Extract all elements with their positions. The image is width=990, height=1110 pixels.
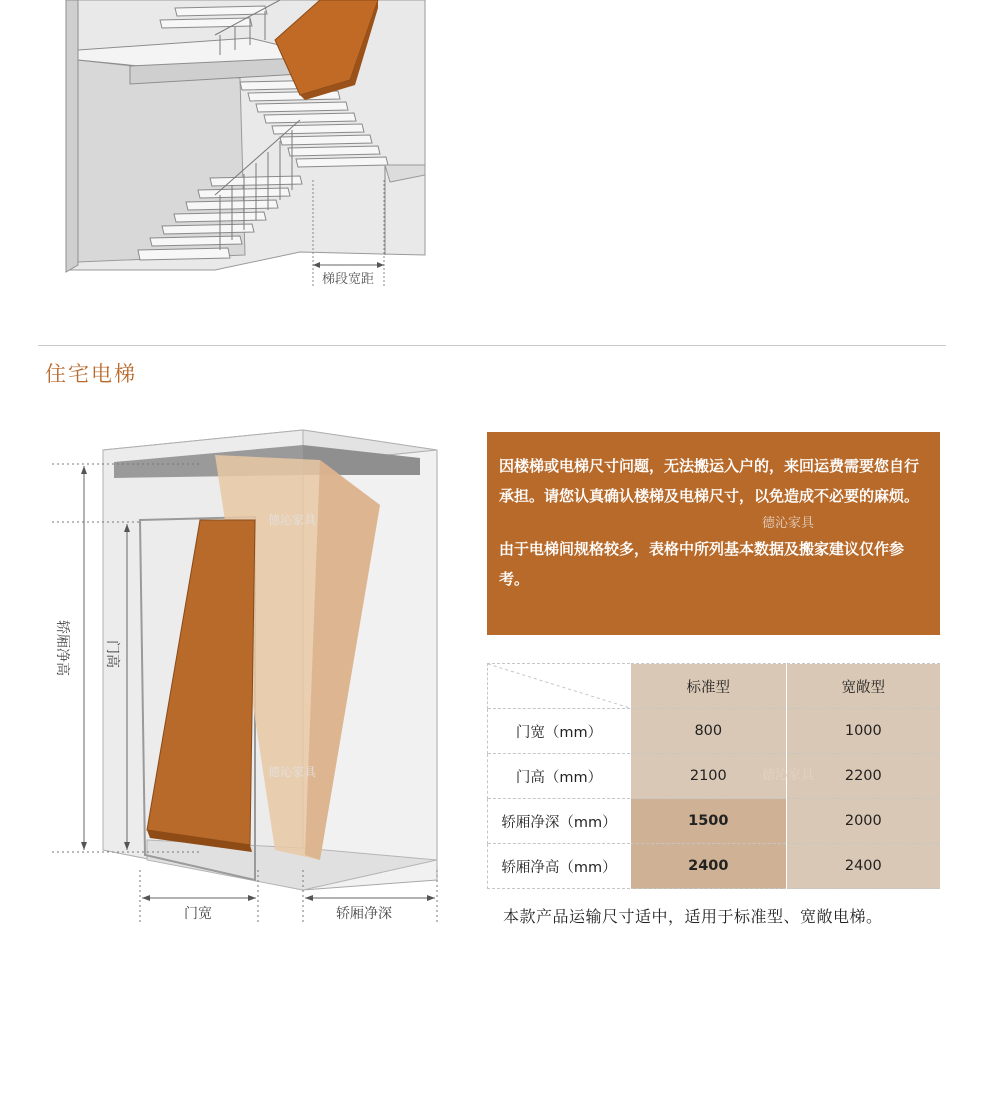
watermark-text: 德沁家具 [268, 513, 317, 527]
cell-standard: 1500 [631, 799, 787, 844]
row-label: 轿厢净深（mm） [488, 799, 631, 844]
cell-spacious: 2200 [786, 754, 940, 799]
cell-standard: 800 [631, 709, 787, 754]
watermark-text: 德沁家具 [762, 516, 815, 531]
shipping-notice [487, 432, 940, 635]
notice-paragraph-2: 由于电梯间规格较多，表格中所列基本数据及搬家建议仅作参考。 [499, 540, 905, 588]
stair-width-label: 梯段宽距 [321, 272, 375, 287]
watermark-text: 德沁家具 [268, 765, 317, 779]
cell-standard: 2100 [631, 754, 787, 799]
table-row [488, 754, 941, 799]
table-corner-cell [488, 664, 631, 709]
cell-spacious: 2400 [786, 844, 940, 889]
door-height-label: 门高 [104, 640, 120, 668]
cell-spacious: 2000 [786, 799, 940, 844]
cell-spacious: 1000 [786, 709, 940, 754]
notice-paragraph-1: 因楼梯或电梯尺寸问题，无法搬运入户的，来回运费需要您自行承担。请您认真确认楼梯及电梯尺寸，以免造成不必要的麻烦。 [499, 457, 920, 505]
car-depth-label: 轿厢净深 [336, 906, 392, 922]
elevator-illustration [0, 420, 470, 940]
column-header-spacious: 宽敞型 [786, 664, 940, 709]
table-row [488, 709, 941, 754]
watermark-text: 德沁家具 [762, 768, 815, 783]
column-header-standard: 标准型 [631, 664, 787, 709]
row-label: 门高（mm） [488, 754, 631, 799]
diagonal-divider [488, 664, 630, 708]
row-label: 轿厢净高（mm） [488, 844, 631, 889]
section-title: 住宅电梯 [45, 362, 137, 386]
staircase-illustration [0, 0, 990, 300]
table-header-row [488, 664, 941, 709]
table-row [488, 799, 941, 844]
table-row [488, 844, 941, 889]
elevator-spec-table [487, 663, 940, 889]
door-width-label: 门宽 [184, 906, 212, 922]
section-divider [38, 345, 946, 346]
cell-standard: 2400 [631, 844, 787, 889]
row-label: 门宽（mm） [488, 709, 631, 754]
car-height-label: 轿厢净高 [54, 620, 70, 676]
footnote: 本款产品运输尺寸适中，适用于标准型、宽敞电梯。 [503, 907, 883, 926]
